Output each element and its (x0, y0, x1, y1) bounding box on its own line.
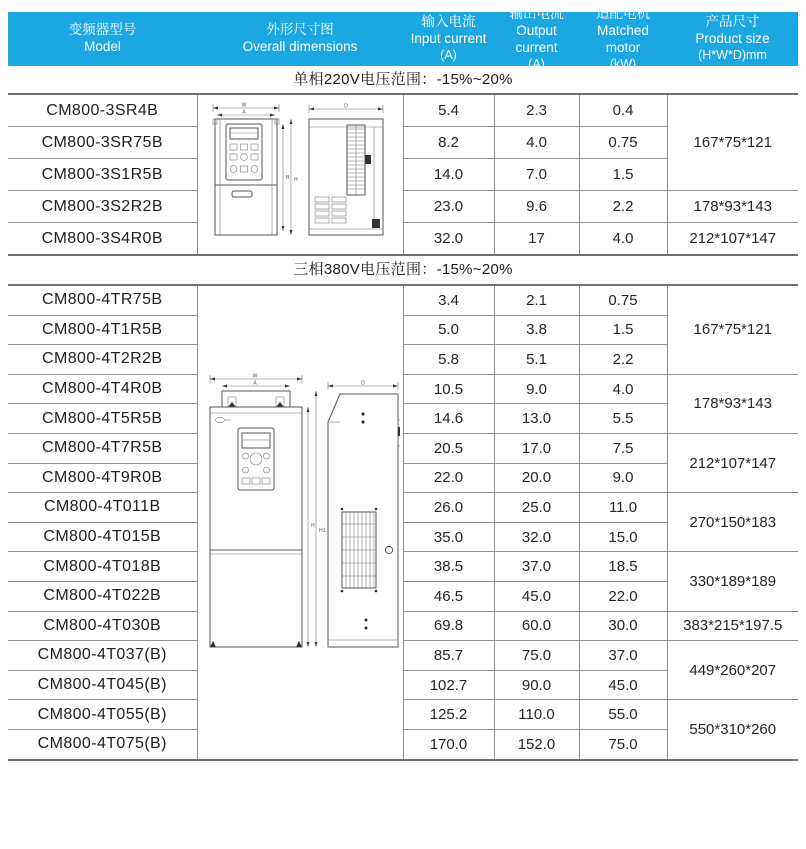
model-cell: CM800-4T075(B) (8, 729, 197, 759)
model-cell: CM800-3S4R0B (8, 223, 197, 256)
table-380v (8, 284, 798, 761)
model-cell: CM800-4T018B (8, 552, 197, 582)
input-current-cell: 69.8 (403, 611, 494, 641)
model-cell: CM800-4TR75B (8, 285, 197, 315)
model-cell: CM800-4T045(B) (8, 670, 197, 700)
model-cell: CM800-4T022B (8, 581, 197, 611)
output-current-cell: 25.0 (494, 493, 579, 523)
output-current-cell: 37.0 (494, 552, 579, 582)
output-current-cell: 20.0 (494, 463, 579, 493)
header-input-current (403, 12, 494, 66)
product-size-cell: 449*260*207 (667, 641, 798, 700)
output-current-cell: 13.0 (494, 404, 579, 434)
product-size-cell: 550*310*260 (667, 700, 798, 760)
input-current-cell: 14.0 (403, 159, 494, 191)
output-current-cell: 75.0 (494, 641, 579, 671)
input-current-cell: 26.0 (403, 493, 494, 523)
dim-label-d: D (361, 380, 365, 387)
dim-label-w: W (252, 373, 258, 380)
dim-label-b: B (286, 174, 290, 181)
matched-motor-cell: 15.0 (579, 522, 667, 552)
matched-motor-cell: 7.5 (579, 433, 667, 463)
matched-motor-cell: 30.0 (579, 611, 667, 641)
model-cell: CM800-3SR75B (8, 127, 197, 159)
header-output-current-unit: (A) (528, 56, 545, 71)
input-current-cell: 102.7 (403, 670, 494, 700)
matched-motor-cell: 4.0 (579, 374, 667, 404)
product-size-cell: 178*93*143 (667, 191, 798, 223)
matched-motor-cell: 0.4 (579, 94, 667, 127)
matched-motor-cell: 1.5 (579, 159, 667, 191)
model-cell: CM800-4T9R0B (8, 463, 197, 493)
output-current-cell: 32.0 (494, 522, 579, 552)
table-row (8, 433, 798, 463)
input-current-cell: 14.6 (403, 404, 494, 434)
product-size-cell: 167*75*121 (667, 94, 798, 191)
matched-motor-cell: 55.0 (579, 700, 667, 730)
header-model-en: Model (84, 39, 121, 54)
model-cell: CM800-3SR4B (8, 94, 197, 127)
model-cell: CM800-4T7R5B (8, 433, 197, 463)
matched-motor-cell: 2.2 (579, 345, 667, 375)
input-current-cell: 46.5 (403, 581, 494, 611)
output-current-cell: 152.0 (494, 729, 579, 759)
matched-motor-cell: 75.0 (579, 729, 667, 759)
output-current-cell: 90.0 (494, 670, 579, 700)
matched-motor-cell: 0.75 (579, 285, 667, 315)
table-header (8, 5, 798, 71)
header-input-current-en: Input current (410, 31, 487, 47)
matched-motor-cell: 0.75 (579, 127, 667, 159)
header-matched-motor-unit: (kW) (609, 56, 637, 71)
table-row (8, 223, 798, 256)
table-row (8, 700, 798, 730)
product-size-cell: 167*75*121 (667, 285, 798, 374)
model-cell: CM800-4T4R0B (8, 374, 197, 404)
output-current-cell: 45.0 (494, 581, 579, 611)
input-current-cell: 5.4 (403, 94, 494, 127)
table-row (8, 285, 798, 315)
dimensions-drawing-cell (197, 285, 403, 760)
model-cell: CM800-4T2R2B (8, 345, 197, 375)
dimensions-drawing-cell (197, 94, 403, 255)
output-current-cell: 2.3 (494, 94, 579, 127)
model-cell: CM800-4T030B (8, 611, 197, 641)
output-current-cell: 4.0 (494, 127, 579, 159)
output-current-cell: 17.0 (494, 433, 579, 463)
header-matched-motor-zh: 适配电机 (596, 5, 650, 21)
model-cell: CM800-4T055(B) (8, 700, 197, 730)
header-product-size (667, 12, 798, 66)
model-cell: CM800-4T011B (8, 493, 197, 523)
output-current-cell: 110.0 (494, 700, 579, 730)
matched-motor-cell: 2.2 (579, 191, 667, 223)
header-output-current (494, 5, 579, 71)
header-matched-motor-en: Matched motor (597, 22, 649, 55)
matched-motor-cell: 22.0 (579, 581, 667, 611)
large-inverter-drawing-icon (200, 372, 400, 672)
dim-label-h1: H1 (319, 528, 326, 535)
header-output-current-zh: 输出电流 (509, 5, 564, 21)
header-dimensions-en: Overall dimensions (242, 39, 358, 54)
matched-motor-cell: 5.5 (579, 404, 667, 434)
model-cell: CM800-3S2R2B (8, 191, 197, 223)
section-title-380v: 三相380V电压范围：-15%~20% (293, 261, 513, 278)
small-inverter-drawing-icon (206, 101, 394, 249)
input-current-cell: 32.0 (403, 223, 494, 256)
input-current-cell: 8.2 (403, 127, 494, 159)
header-output-current-en: Output current (515, 22, 558, 55)
header-input-current-unit: (A) (440, 48, 457, 63)
header-dimensions (197, 12, 403, 66)
product-size-cell: 270*150*183 (667, 493, 798, 552)
output-current-cell: 60.0 (494, 611, 579, 641)
input-current-cell: 10.5 (403, 374, 494, 404)
header-dimensions-zh: 外形尺寸图 (266, 22, 334, 38)
table-row (8, 552, 798, 582)
header-product-size-zh: 产品尺寸 (705, 14, 760, 30)
input-current-cell: 5.0 (403, 315, 494, 345)
product-size-cell: 330*189*189 (667, 552, 798, 611)
input-current-cell: 20.5 (403, 433, 494, 463)
table-220v (8, 93, 798, 256)
header-matched-motor (579, 5, 667, 71)
dim-label-w: W (241, 102, 247, 108)
matched-motor-cell: 18.5 (579, 552, 667, 582)
output-current-cell: 9.6 (494, 191, 579, 223)
dim-label-h: H (294, 176, 298, 183)
model-cell: CM800-4T1R5B (8, 315, 197, 345)
header-model (8, 12, 197, 66)
input-current-cell: 23.0 (403, 191, 494, 223)
table-row (8, 493, 798, 523)
table-row (8, 191, 798, 223)
output-current-cell: 3.8 (494, 315, 579, 345)
model-cell: CM800-4T5R5B (8, 404, 197, 434)
header-model-zh: 变频器型号 (68, 22, 137, 38)
input-current-cell: 35.0 (403, 522, 494, 552)
matched-motor-cell: 1.5 (579, 315, 667, 345)
output-current-cell: 7.0 (494, 159, 579, 191)
product-size-cell: 212*107*147 (667, 433, 798, 492)
table-row (8, 641, 798, 671)
section-title-220v: 单相220V电压范围：-15%~20% (293, 71, 513, 88)
input-current-cell: 125.2 (403, 700, 494, 730)
product-size-cell: 178*93*143 (667, 374, 798, 433)
table-row (8, 611, 798, 641)
matched-motor-cell: 45.0 (579, 670, 667, 700)
model-cell: CM800-3S1R5B (8, 159, 197, 191)
table-row (8, 94, 798, 127)
matched-motor-cell: 11.0 (579, 493, 667, 523)
product-size-cell: 383*215*197.5 (667, 611, 798, 641)
matched-motor-cell: 37.0 (579, 641, 667, 671)
model-cell: CM800-4T015B (8, 522, 197, 552)
input-current-cell: 3.4 (403, 285, 494, 315)
dim-label-h: H (311, 523, 315, 530)
table-row (8, 374, 798, 404)
matched-motor-cell: 4.0 (579, 223, 667, 256)
output-current-cell: 17 (494, 223, 579, 256)
input-current-cell: 22.0 (403, 463, 494, 493)
header-product-size-unit: (H*W*D)mm (698, 48, 767, 63)
input-current-cell: 5.8 (403, 345, 494, 375)
product-size-cell: 212*107*147 (667, 223, 798, 256)
dim-label-a: A (253, 380, 257, 387)
output-current-cell: 5.1 (494, 345, 579, 375)
header-product-size-en: Product size (695, 31, 770, 47)
input-current-cell: 170.0 (403, 729, 494, 759)
dim-label-a: A (242, 109, 246, 115)
dim-label-d: D (344, 103, 348, 109)
model-cell: CM800-4T037(B) (8, 641, 197, 671)
header-input-current-zh: 输入电流 (421, 14, 476, 30)
input-current-cell: 85.7 (403, 641, 494, 671)
input-current-cell: 38.5 (403, 552, 494, 582)
matched-motor-cell: 9.0 (579, 463, 667, 493)
output-current-cell: 9.0 (494, 374, 579, 404)
output-current-cell: 2.1 (494, 285, 579, 315)
